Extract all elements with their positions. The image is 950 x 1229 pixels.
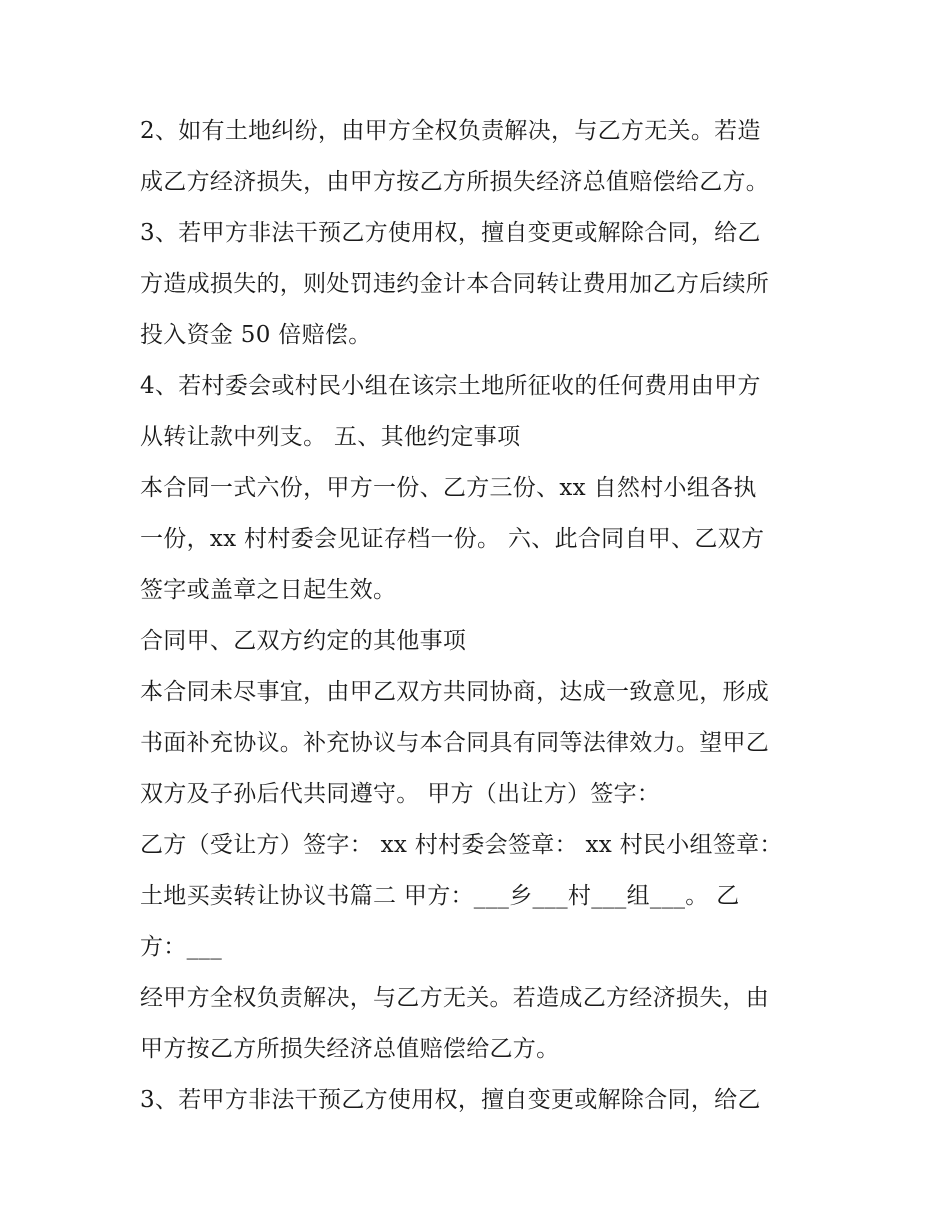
- text-line: 从转让款中列支。 五、其他约定事项: [140, 424, 521, 450]
- text-line: 成乙方经济损失，由甲方按乙方所损失经济总值赔偿给乙方。: [140, 169, 770, 195]
- text-line: 乙方（受让方）签字： xx 村村委会签章： xx 村民小组签章：: [140, 832, 783, 858]
- text-line: 合同甲、乙双方约定的其他事项: [140, 628, 467, 654]
- text-line: 3、若甲方非法干预乙方使用权，擅自变更或解除合同，给乙: [140, 220, 761, 246]
- text-line: 签字或盖章之日起生效。: [140, 577, 397, 603]
- text-line: 经甲方全权负责解决，与乙方无关。若造成乙方经济损失，由: [140, 985, 770, 1011]
- text-line: 本合同一式六份，甲方一份、乙方三份、xx 自然村小组各执: [140, 475, 757, 501]
- text-line: 书面补充协议。补充协议与本合同具有同等法律效力。望甲乙: [140, 730, 770, 756]
- text-line: 投入资金 50 倍赔偿。: [140, 322, 372, 348]
- text-line: 土地买卖转让协议书篇二 甲方：___乡___村___组___。 乙: [140, 883, 740, 909]
- text-line: 本合同未尽事宜，由甲乙双方共同协商，达成一致意见，形成: [140, 679, 770, 705]
- text-line: 3、若甲方非法干预乙方使用权，擅自变更或解除合同，给乙: [140, 1087, 761, 1113]
- text-line: 方：___: [140, 934, 222, 960]
- text-line: 一份，xx 村村委会见证存档一份。 六、此合同自甲、乙双方: [140, 526, 765, 552]
- text-line: 4、若村委会或村民小组在该宗土地所征收的任何费用由甲方: [140, 373, 761, 399]
- document-body: [140, 106, 830, 1126]
- text-line: 双方及子孙后代共同遵守。 甲方（出让方）签字：: [140, 781, 661, 807]
- text-line: 2、如有土地纠纷，由甲方全权负责解决，与乙方无关。若造: [140, 118, 761, 144]
- text-line: 方造成损失的，则处罚违约金计本合同转让费用加乙方后续所: [140, 271, 770, 297]
- text-line: 甲方按乙方所损失经济总值赔偿给乙方。: [140, 1036, 560, 1062]
